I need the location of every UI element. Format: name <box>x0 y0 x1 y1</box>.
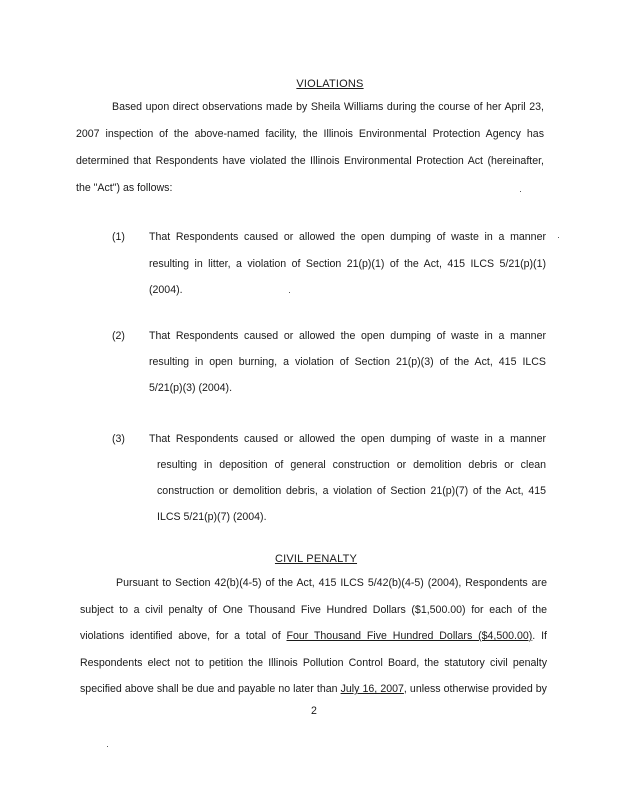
civil-penalty-heading: CIVIL PENALTY <box>274 553 358 565</box>
violation-item-1-line-2: resulting in litter, a violation of Section 21(p)(1) of the Act, 415 ILCS 5/21(p)(1) <box>149 258 546 270</box>
violations-intro-line-1: Based upon direct observations made by Sheila Williams during the course of her April 23, <box>112 101 544 113</box>
violations-intro-line-4: the "Act") as follows: <box>76 182 173 194</box>
civil-penalty-line-2: subject to a civil penalty of One Thousand Five Hundred Dollars ($1,500.00) for each of the <box>80 604 547 616</box>
violation-item-2-line-3: 5/21(p)(3) (2004). <box>149 382 233 394</box>
scan-speck <box>289 292 290 293</box>
violation-item-3-line-4: ILCS 5/21(p)(7) (2004). <box>157 511 267 523</box>
civil-penalty-line-1: Pursuant to Section 42(b)(4-5) of the Act, 415 ILCS 5/42(b)(4-5) (2004), Respondents are <box>116 577 547 589</box>
violation-item-number-1: (1) <box>112 231 125 243</box>
violations-intro-line-3: determined that Respondents have violated the Illinois Environmental Protection Act (hereinafter, <box>76 155 544 167</box>
scan-speck <box>107 746 108 747</box>
violations-intro-line-2: 2007 inspection of the above-named facility, the Illinois Environmental Protection Agency has <box>76 128 544 140</box>
violation-item-number-3: (3) <box>112 433 125 445</box>
violation-item-3-line-2: resulting in deposition of general construction or demolition debris or clean <box>157 459 546 471</box>
violation-item-3-line-1: That Respondents caused or allowed the open dumping of waste in a manner <box>149 433 546 445</box>
violation-item-2-line-2: resulting in open burning, a violation of Section 21(p)(3) of the Act, 415 ILCS <box>149 356 546 368</box>
civil-penalty-line-4: Respondents elect not to petition the Illinois Pollution Control Board, the statutory civil penalty <box>80 657 547 669</box>
civil-penalty-line-3-end: . If <box>532 630 547 642</box>
violations-heading: VIOLATIONS <box>296 78 364 90</box>
civil-penalty-line-3-text: violations identified above, for a total of <box>80 630 287 642</box>
violation-item-3-line-3: construction or demolition debris, a violation of Section 21(p)(7) of the Act, 415 <box>157 485 546 497</box>
civil-penalty-line-3 <box>80 630 547 642</box>
violation-item-1-line-1: That Respondents caused or allowed the open dumping of waste in a manner <box>149 231 546 243</box>
violation-item-1-line-3: (2004). <box>149 284 183 296</box>
civil-penalty-line-5-text: specified above shall be due and payable no later than <box>80 683 341 695</box>
violation-item-2-line-1: That Respondents caused or allowed the open dumping of waste in a manner <box>149 330 546 342</box>
scan-speck <box>558 237 559 238</box>
due-date: July 16, 2007 <box>340 683 404 695</box>
total-penalty-amount: Four Thousand Five Hundred Dollars ($4,500.00) <box>286 630 533 642</box>
civil-penalty-line-5 <box>80 683 547 695</box>
scan-speck <box>520 191 521 192</box>
civil-penalty-line-5-end: , unless otherwise provided by <box>403 683 547 695</box>
page-number: 2 <box>311 705 317 717</box>
violation-item-number-2: (2) <box>112 330 125 342</box>
